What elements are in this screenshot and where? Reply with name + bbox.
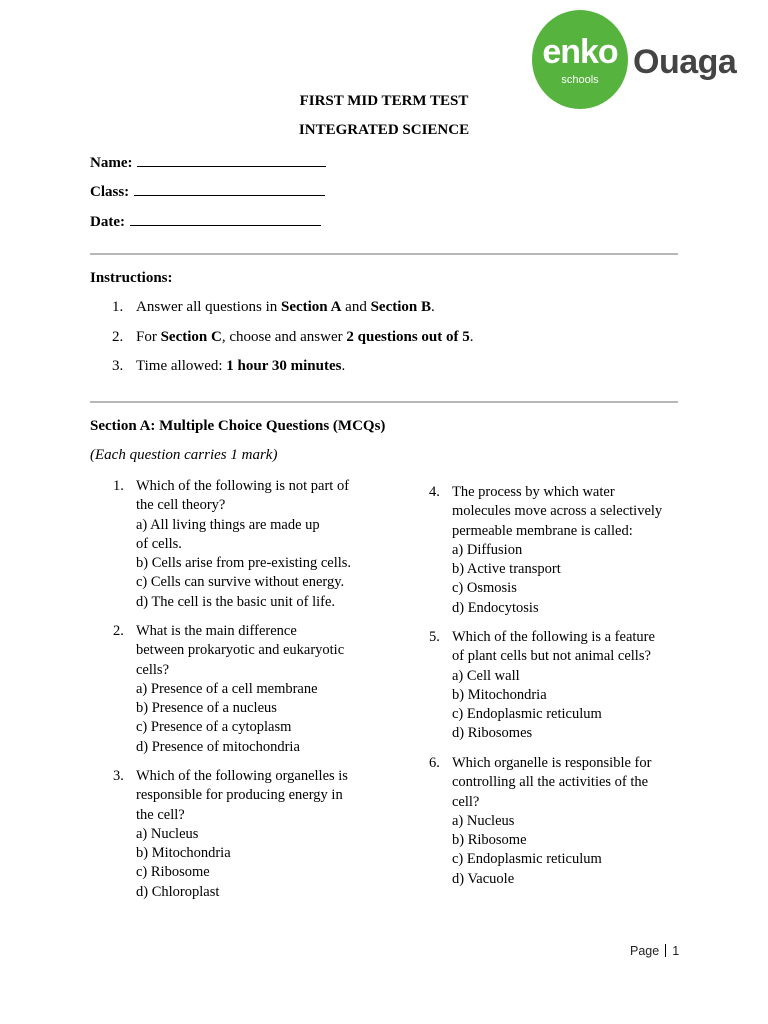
question-line: a) Nucleus <box>452 812 515 829</box>
question-line: d) Endocytosis <box>452 599 539 616</box>
date-blank[interactable] <box>130 211 321 226</box>
instruction-number: 1. <box>112 299 124 315</box>
question-line: c) Endoplasmic reticulum <box>452 851 602 868</box>
question-line: b) Cells arise from pre-existing cells. <box>136 555 352 572</box>
question-text: Which of the following organelles is <box>136 768 348 784</box>
question-body <box>452 483 662 618</box>
section-a-heading: Section A: Multiple Choice Questions (MCQs) <box>90 418 386 434</box>
question-text: The process by which water <box>452 484 615 500</box>
question-line: a) Nucleus <box>136 825 199 842</box>
instruction-text: , choose and answer <box>221 329 347 345</box>
divider <box>90 401 678 403</box>
question-line: b) Active transport <box>452 561 561 578</box>
name-field <box>90 152 326 172</box>
question-line: b) Ribosome <box>452 832 527 849</box>
instruction-text: For <box>136 329 161 345</box>
instruction-item <box>112 329 474 346</box>
instruction-bold: 1 hour 30 minutes <box>226 358 342 374</box>
question-line: a) Presence of a cell membrane <box>136 680 318 697</box>
question-line: d) Vacuole <box>452 870 515 887</box>
question-line: d) Presence of mitochondria <box>136 738 300 755</box>
question-line: between prokaryotic and eukaryotic <box>136 642 345 659</box>
question-number: 1. <box>113 478 124 494</box>
question-line: the cell theory? <box>136 497 226 514</box>
question-line: d) Chloroplast <box>136 883 220 900</box>
date-field <box>90 211 321 231</box>
question-body <box>136 477 351 612</box>
instruction-bold: 2 questions out of 5 <box>346 329 470 345</box>
page-number: 1 <box>672 944 680 958</box>
class-label: Class: <box>90 184 130 200</box>
question-body <box>136 622 344 757</box>
question-line: c) Endoplasmic reticulum <box>452 706 602 723</box>
question-line: of cells. <box>136 535 182 552</box>
question-line: c) Presence of a cytoplasm <box>136 719 292 736</box>
logo-city: Ouaga <box>633 43 737 81</box>
question-line: a) All living things are made up <box>136 516 320 533</box>
instruction-bold: Section B <box>370 299 431 315</box>
question-line: c) Ribosome <box>136 864 210 881</box>
question-text: Which organelle is responsible for <box>452 755 652 771</box>
instructions-heading: Instructions: <box>90 270 173 286</box>
name-blank[interactable] <box>137 152 326 167</box>
logo-brand: enko <box>542 33 618 71</box>
page-footer <box>630 944 679 958</box>
question-line: a) Cell wall <box>452 667 520 684</box>
class-field <box>90 181 325 201</box>
question-line: c) Cells can survive without energy. <box>136 574 345 591</box>
name-label: Name: <box>90 155 133 171</box>
question-line: of plant cells but not animal cells? <box>452 648 651 665</box>
question-line: b) Mitochondria <box>136 845 231 862</box>
divider <box>90 253 678 255</box>
question-line: cells? <box>136 661 170 678</box>
question-line: the cell? <box>136 806 185 823</box>
question-text: What is the main difference <box>136 623 297 639</box>
question-line: b) Mitochondria <box>452 686 547 703</box>
question-number: 4. <box>429 484 440 500</box>
subject-title: INTEGRATED SCIENCE <box>298 122 470 138</box>
question-text: Which of the following is not part of <box>136 478 350 494</box>
instruction-bold: Section A <box>280 299 342 315</box>
instruction-number: 2. <box>112 329 124 345</box>
question-number: 6. <box>429 755 440 771</box>
date-label: Date: <box>90 214 125 230</box>
instruction-text: . <box>469 329 474 345</box>
instruction-number: 3. <box>112 358 124 374</box>
instruction-text: . <box>431 299 435 315</box>
question-line: d) The cell is the basic unit of life. <box>136 593 336 610</box>
question-line: a) Diffusion <box>452 541 523 558</box>
instruction-item <box>112 299 435 316</box>
question-line: c) Osmosis <box>452 580 517 597</box>
instruction-text: Answer all questions in <box>136 299 281 315</box>
test-title: FIRST MID TERM TEST <box>299 93 469 109</box>
page-separator <box>665 944 666 957</box>
logo-subtitle: schools <box>561 74 599 86</box>
instruction-bold: Section C <box>160 329 222 345</box>
instruction-item <box>112 358 345 375</box>
page-label: Page <box>630 944 660 958</box>
question-line: cell? <box>452 793 480 810</box>
question-line: d) Ribosomes <box>452 725 533 742</box>
question-number: 2. <box>113 623 124 639</box>
question-number: 3. <box>113 768 124 784</box>
question-number: 5. <box>429 629 440 645</box>
question-body <box>452 754 651 889</box>
question-line: b) Presence of a nucleus <box>136 700 277 717</box>
question-body <box>452 628 655 744</box>
class-blank[interactable] <box>134 181 325 196</box>
instruction-text: . <box>341 358 346 374</box>
question-line: permeable membrane is called: <box>452 522 633 539</box>
question-text: Which of the following is a feature <box>452 629 655 645</box>
question-line: controlling all the activities of the <box>452 774 649 791</box>
question-body <box>136 767 348 902</box>
question-line: molecules move across a selectively <box>452 503 663 520</box>
instruction-text: Time allowed: <box>136 358 227 374</box>
instruction-text: and <box>341 299 371 315</box>
section-a-note: (Each question carries 1 mark) <box>90 447 278 463</box>
question-line: responsible for producing energy in <box>136 787 343 804</box>
